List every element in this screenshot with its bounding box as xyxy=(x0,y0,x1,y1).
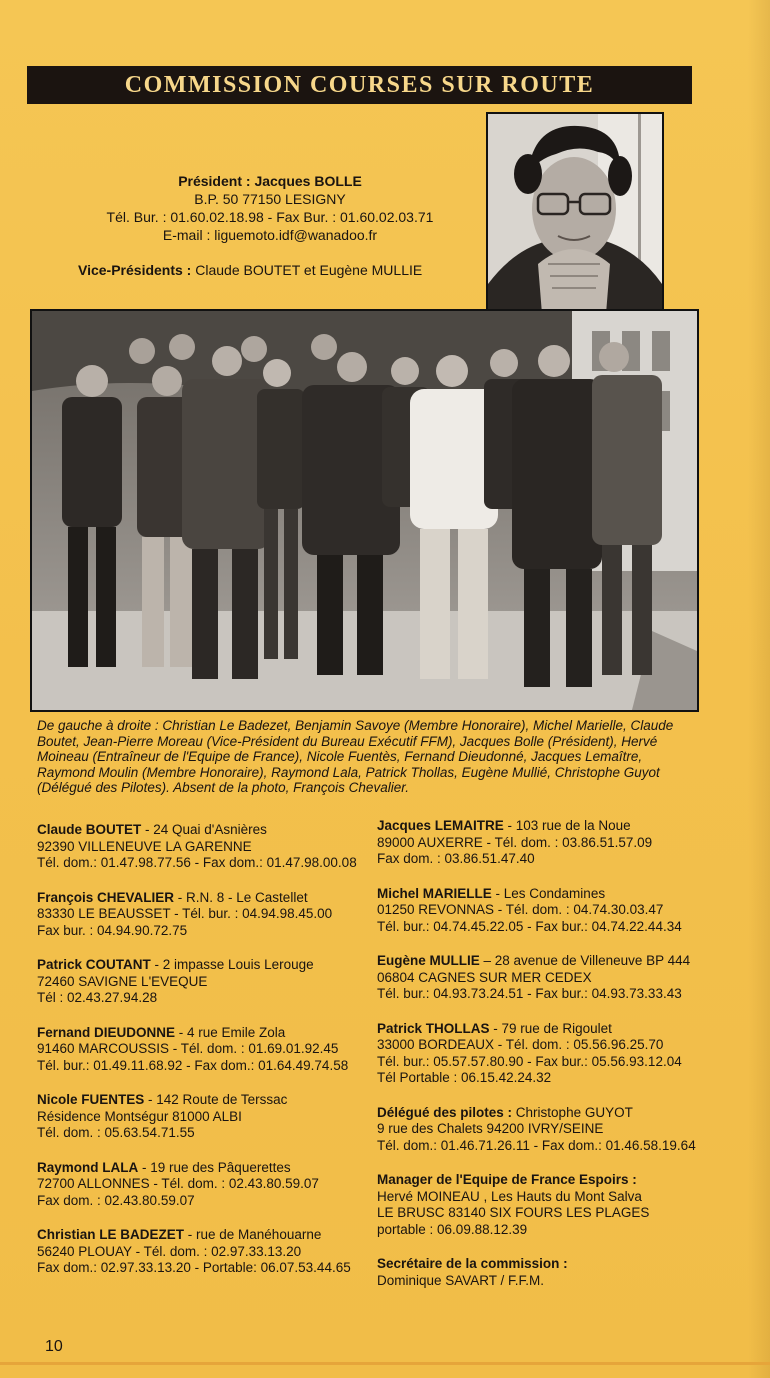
page-edge-shadow xyxy=(748,0,770,1378)
president-phones: Tél. Bur. : 01.60.02.18.98 - Fax Bur. : 01.60.02.03.71 xyxy=(106,209,434,225)
portrait-image xyxy=(488,114,662,332)
contact-entry: Eugène MULLIE – 28 avenue de Villeneuve BP 444 06804 CAGNES SUR MER CEDEX Tél. bur.: 04.93.73.24.51 - Fax bur.: 04.93.73.33.43 xyxy=(377,953,691,1001)
contact-entry: Raymond LALA - 19 rue des Pâquerettes 72700 ALLONNES - Tél. dom. : 02.43.80.59.07 Fax dom. : 02.43.80.59.07 xyxy=(37,1159,319,1208)
president-contact xyxy=(60,172,480,244)
contact-entry: Jacques LEMAITRE - 103 rue de la Noue 89000 AUXERRE - Tél. dom. : 03.86.51.57.09 Fax dom. : 03.86.51.47.40 xyxy=(377,818,653,866)
contact-entry: Nicole FUENTES - 142 Route de Terssac Résidence Montségur 81000 ALBI Tél. dom. : 05.63.54.71.55 xyxy=(37,1092,288,1140)
photo-caption: De gauche à droite : Christian Le Badezet, Benjamin Savoye (Membre Honoraire), Michel Marielle, Claude Boutet, Jean-Pierre Moreau (Vice-Président du Bureau Exécutif FFM), Jacques Bolle (Président), Hervé Moineau (Entraîneur de l'Equipe de France), Nicole Fuentès, Fernand Dieudonné, Jacques Lemaître, Raymond Moulin (Membre Honoraire), Raymond Lala, Patrick Thollas, Eugène Mullié, Christophe Guyot (Délégué des Pilotes). Absent de la photo, François Chevalier. xyxy=(37,718,674,795)
vice-label: Vice-Présidents : xyxy=(78,262,192,278)
contacts-right-column xyxy=(377,818,707,1307)
group-photo xyxy=(30,309,699,712)
vice-presidents xyxy=(78,262,478,278)
contact-entry: Manager de l'Equipe de France Espoirs : Hervé MOINEAU , Les Hauts du Mont Salva LE BRUSC 83140 SIX FOURS LES PLAGES portable : 06.09.88.12.39 xyxy=(377,1172,650,1237)
bottom-rule xyxy=(0,1362,770,1365)
contact-entry: Secrétaire de la commission : Dominique SAVART / F.F.M. xyxy=(377,1256,568,1288)
contact-entry: Christian LE BADEZET - rue de Manéhouarne 56240 PLOUAY - Tél. dom. : 02.97.33.13.20 Fax dom.: 02.97.33.13.20 - Portable: 06.07.53.44.65 xyxy=(37,1227,351,1275)
contact-entry: François CHEVALIER - R.N. 8 - Le Castellet 83330 LE BEAUSSET - Tél. bur. : 04.94.98.45.00 Fax bur. : 04.94.90.72.75 xyxy=(37,889,333,938)
president-name: Jacques BOLLE xyxy=(254,173,362,189)
contact-entry: Patrick COUTANT - 2 impasse Louis Lerouge 72460 SAVIGNE L'EVEQUE Tél : 02.43.27.94.28 xyxy=(37,957,314,1005)
page-title: COMMISSION COURSES SUR ROUTE xyxy=(27,66,692,104)
contacts-left-column xyxy=(37,822,367,1295)
contact-entry: Michel MARIELLE - Les Condamines 01250 REVONNAS - Tél. dom. : 04.74.30.03.47 Tél. bur.: 04.74.45.22.05 - Fax bur.: 04.74.22.44.34 xyxy=(377,885,682,934)
contact-entry: Claude BOUTET - 24 Quai d'Asnières 92390 VILLENEUVE LA GARENNE Tél. dom.: 01.47.98.77.56 - Fax dom.: 01.47.98.00.08 xyxy=(37,822,357,870)
president-email: E-mail : liguemoto.idf@wanadoo.fr xyxy=(162,227,378,243)
contact-entry: Délégué des pilotes : Christophe GUYOT 9 rue des Chalets 94200 IVRY/SEINE Tél. dom.: 01.46.71.26.11 - Fax dom.: 01.46.58.19.64 xyxy=(377,1104,696,1153)
president-label: Président : xyxy=(178,173,251,189)
contact-entry: Fernand DIEUDONNE - 4 rue Emile Zola 91460 MARCOUSSIS - Tél. dom. : 01.69.01.92.45 Tél. bur.: 01.49.11.68.92 - Fax dom.: 01.64.49.74.58 xyxy=(37,1024,349,1073)
page-number: 10 xyxy=(45,1338,63,1355)
vice-names: Claude BOUTET et Eugène MULLIE xyxy=(195,262,423,278)
president-address: B.P. 50 77150 LESIGNY xyxy=(194,191,346,207)
group-photo-image xyxy=(32,311,697,710)
contact-entry: Patrick THOLLAS - 79 rue de Rigoulet 33000 BORDEAUX - Tél. dom. : 05.56.96.25.70 Tél. bur.: 05.57.57.80.90 - Fax bur.: 05.56.93.12.04 Tél Portable : 06.15.42.24.32 xyxy=(377,1020,682,1085)
president-portrait-photo xyxy=(486,112,664,334)
